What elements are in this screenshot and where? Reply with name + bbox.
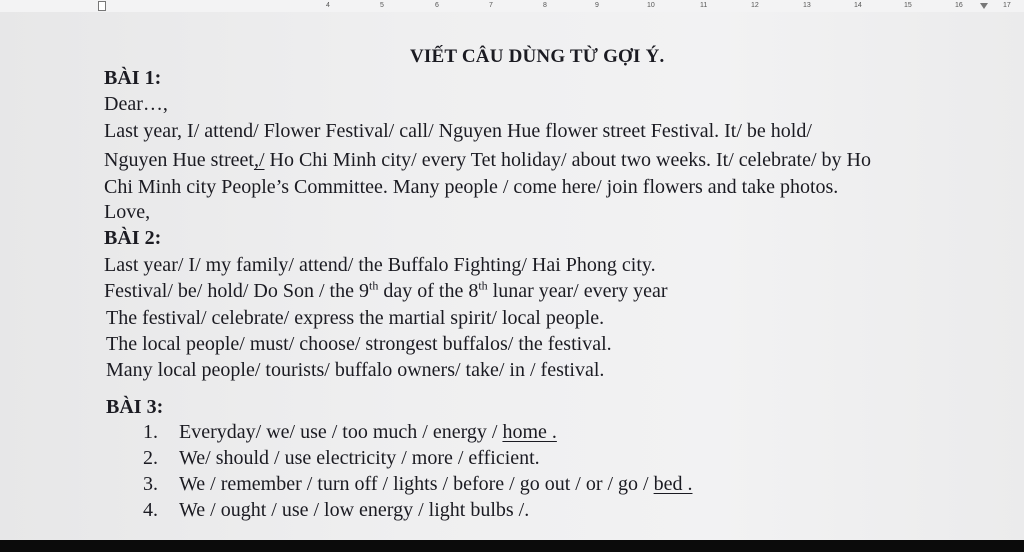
ruler-tick: 5	[380, 2, 384, 9]
text-run: day of the 8	[378, 280, 479, 302]
text-run: ,/	[253, 149, 265, 171]
superscript: th	[478, 278, 488, 293]
ruler-tick: 14	[854, 2, 862, 9]
bottom-edge	[0, 540, 1024, 552]
prompt-line: The local people/ must/ choose/ strongest buffalos/ the festival.	[106, 333, 612, 355]
ruler-tick: 15	[904, 2, 912, 9]
ruler-tick: 7	[489, 2, 493, 9]
list-text: We / ought / use / low energy / light bulbs /.	[179, 499, 530, 521]
paragraph-line	[104, 148, 871, 172]
superscript: th	[369, 278, 379, 293]
ruler-tick: 6	[435, 2, 439, 9]
exercise-2-heading: BÀI 2:	[104, 227, 162, 249]
list-text: We/ should / use electricity / more / efficient.	[179, 447, 540, 469]
list-underlined-text: home .	[502, 421, 557, 443]
paragraph-line: Last year, I/ attend/ Flower Festival/ call/ Nguyen Hue flower street Festival. It/ be hold/	[104, 120, 812, 142]
ruler-tick: 9	[595, 2, 599, 9]
letter-closing: Love,	[104, 201, 151, 223]
list-number: 2.	[143, 447, 158, 469]
ruler-tick: 4	[326, 2, 330, 9]
exercise-1-heading: BÀI 1:	[104, 67, 162, 89]
ruler-tick: 10	[647, 2, 655, 9]
ruler-tick: 8	[543, 2, 547, 9]
prompt-line	[104, 279, 668, 303]
page-title: VIẾT CÂU DÙNG TỪ GỢI Ý.	[410, 46, 665, 67]
prompt-line: Last year/ I/ my family/ attend/ the Buffalo Fighting/ Hai Phong city.	[104, 254, 656, 276]
text-run: Ho Chi Minh city/ every Tet holiday/ about two weeks. It/ celebrate/ by Ho	[264, 149, 871, 171]
prompt-line: Many local people/ tourists/ buffalo owners/ take/ in / festival.	[106, 359, 605, 381]
ruler-tick: 16	[955, 2, 963, 9]
right-indent-marker[interactable]	[980, 3, 988, 9]
text-run: Nguyen Hue street	[104, 149, 254, 171]
prompt-line: The festival/ celebrate/ express the martial spirit/ local people.	[106, 307, 605, 329]
ruler-tick: 17	[1003, 2, 1011, 9]
left-indent-marker[interactable]	[98, 1, 106, 11]
text-run: Festival/ be/ hold/ Do Son / the 9	[104, 280, 369, 302]
list-item	[143, 420, 557, 444]
list-underlined-text: bed .	[653, 473, 693, 495]
exercise-3-heading: BÀI 3:	[106, 396, 164, 418]
list-number: 4.	[143, 499, 158, 521]
list-item	[143, 446, 540, 470]
paragraph-line: Chi Minh city People’s Committee. Many people / come here/ join flowers and take photos.	[104, 176, 839, 198]
list-number: 1.	[143, 421, 158, 443]
list-text: Everyday/ we/ use / too much / energy /	[179, 421, 503, 443]
ruler-tick: 13	[803, 2, 811, 9]
ruler-tick: 11	[700, 2, 708, 9]
list-item	[143, 472, 692, 496]
list-item	[143, 498, 529, 522]
letter-greeting: Dear…,	[104, 93, 168, 115]
list-text: We / remember / turn off / lights / before / go out / or / go /	[179, 473, 654, 495]
ruler-tick: 12	[751, 2, 759, 9]
list-number: 3.	[143, 473, 158, 495]
text-run: lunar year/ every year	[487, 280, 668, 302]
